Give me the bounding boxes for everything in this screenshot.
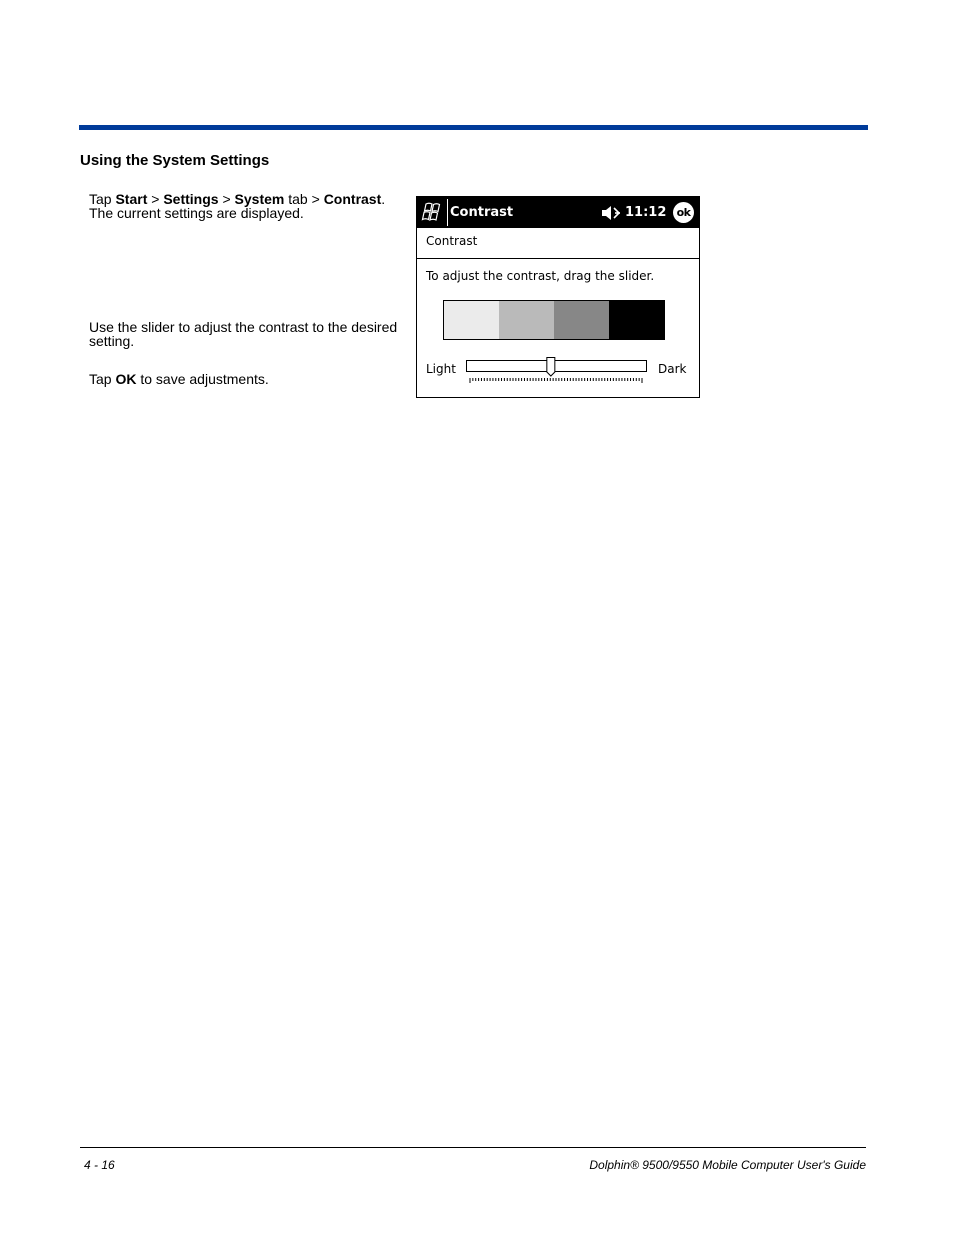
ok-term: OK [115, 371, 137, 387]
speaker-mute-icon[interactable] [600, 204, 622, 222]
swatch-4 [609, 301, 664, 339]
bottom-rule [80, 1147, 866, 1148]
step-2-text: Use the slider to adjust the contrast to the desired setting. [89, 319, 398, 349]
contrast-settings-screen [416, 196, 700, 398]
slider-label-light: Light [426, 362, 456, 376]
swatch-1 [444, 301, 499, 339]
contrast-instruction: To adjust the contrast, drag the slider. [426, 269, 655, 283]
window-title: Contrast [450, 205, 514, 220]
page-number: 4 - 16 [84, 1158, 115, 1172]
slider-thumb[interactable] [547, 358, 555, 377]
section-title: Using the System Settings [80, 152, 270, 169]
ok-button[interactable]: ok [673, 202, 694, 223]
tab-divider [417, 258, 699, 259]
contrast-slider[interactable] [466, 357, 648, 387]
title-separator [447, 199, 448, 226]
contrast-swatches [443, 300, 665, 340]
clock[interactable]: 11:12 [625, 205, 667, 220]
contrast-tab[interactable]: Contrast [426, 234, 478, 248]
step-1-text: Tap Start > Settings > System tab > Contrast. The current settings are displayed. [89, 191, 386, 221]
swatch-2 [499, 301, 554, 339]
top-rule [79, 125, 868, 130]
contrast-term: Contrast [323, 191, 382, 207]
windows-start-icon[interactable] [419, 201, 445, 223]
start-term: Start [115, 191, 148, 207]
slider-ticks [470, 378, 642, 383]
settings-term: Settings [163, 191, 219, 207]
swatch-3 [554, 301, 609, 339]
title-bar [417, 197, 699, 228]
system-term: System [234, 191, 285, 207]
slider-label-dark: Dark [658, 362, 687, 376]
guide-title: Dolphin® 9500/9550 Mobile Computer User's Guide [589, 1158, 866, 1172]
slider-track[interactable] [467, 361, 647, 372]
step-3-text: Tap OK to save adjustments. [89, 371, 269, 387]
